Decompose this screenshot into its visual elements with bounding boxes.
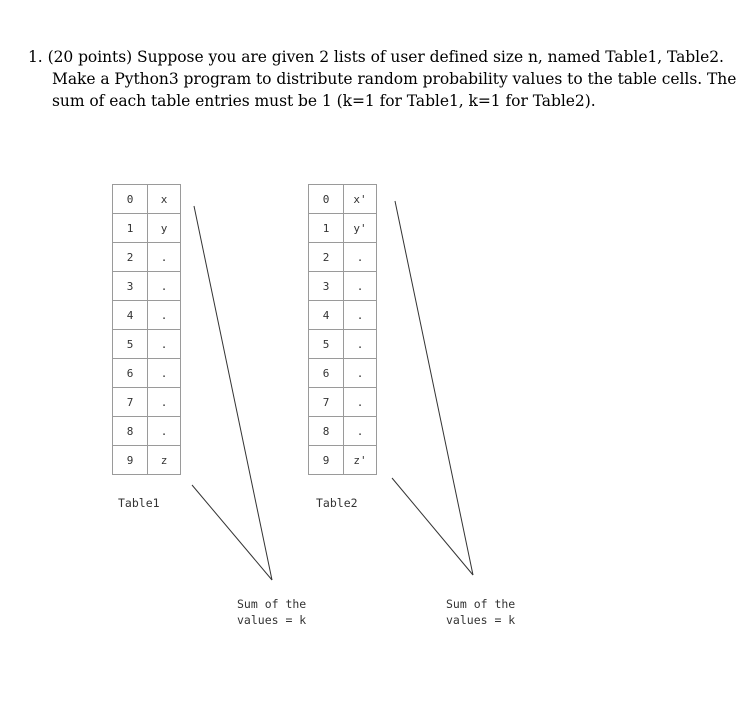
row-value-cell: . <box>344 301 377 330</box>
row-index-cell: 3 <box>309 272 344 301</box>
row-index-cell: 9 <box>113 446 148 475</box>
question-line-1: 1. (20 points) Suppose you are given 2 lists of user defined size n, named Table1, Table2. <box>28 48 724 66</box>
row-value-cell: . <box>148 388 181 417</box>
row-index-cell: 9 <box>309 446 344 475</box>
row-index-cell: 6 <box>113 359 148 388</box>
row-value-cell: . <box>148 301 181 330</box>
row-index-cell: 4 <box>309 301 344 330</box>
row-index-cell: 8 <box>309 417 344 446</box>
row-value-cell: . <box>344 359 377 388</box>
row-index-cell: 5 <box>113 330 148 359</box>
row-value-cell: . <box>148 417 181 446</box>
row-value-cell: y <box>148 214 181 243</box>
row-value-cell: x <box>148 185 181 214</box>
table1-label: Table1 <box>118 496 160 510</box>
question-line-3: sum of each table entries must be 1 (k=1 for Table1, k=1 for Table2). <box>52 92 596 110</box>
row-value-cell: . <box>148 243 181 272</box>
table2-bracket-line-upper <box>395 201 473 575</box>
row-value-cell: . <box>344 417 377 446</box>
question-line-2: Make a Python3 program to distribute random probability values to the table cells. The <box>52 70 737 88</box>
row-index-cell: 4 <box>113 301 148 330</box>
row-value-cell: . <box>148 359 181 388</box>
row-index-cell: 2 <box>113 243 148 272</box>
row-value-cell: . <box>148 272 181 301</box>
row-index-cell: 1 <box>113 214 148 243</box>
table1-sum-note-line1: Sum of the <box>237 597 307 611</box>
table2-sum-note-line1: Sum of the <box>446 597 516 611</box>
row-index-cell: 7 <box>309 388 344 417</box>
row-index-cell: 0 <box>113 185 148 214</box>
row-value-cell: . <box>148 330 181 359</box>
table2-label: Table2 <box>316 496 358 510</box>
table2-sum-note-line2: values = k <box>446 613 516 627</box>
row-value-cell: y' <box>344 214 377 243</box>
row-value-cell: . <box>344 272 377 301</box>
row-value-cell: . <box>344 243 377 272</box>
row-value-cell: . <box>344 388 377 417</box>
table1-bracket-line-lower <box>192 485 272 580</box>
row-index-cell: 7 <box>113 388 148 417</box>
row-value-cell: x' <box>344 185 377 214</box>
row-index-cell: 5 <box>309 330 344 359</box>
table2-bracket-line-lower <box>392 478 473 575</box>
table1-bracket-line-upper <box>194 206 272 580</box>
row-index-cell: 1 <box>309 214 344 243</box>
table1-sum-note-line2: values = k <box>237 613 307 627</box>
row-value-cell: . <box>344 330 377 359</box>
row-index-cell: 0 <box>309 185 344 214</box>
row-index-cell: 2 <box>309 243 344 272</box>
row-index-cell: 8 <box>113 417 148 446</box>
row-index-cell: 6 <box>309 359 344 388</box>
row-index-cell: 3 <box>113 272 148 301</box>
row-value-cell: z' <box>344 446 377 475</box>
row-value-cell: z <box>148 446 181 475</box>
